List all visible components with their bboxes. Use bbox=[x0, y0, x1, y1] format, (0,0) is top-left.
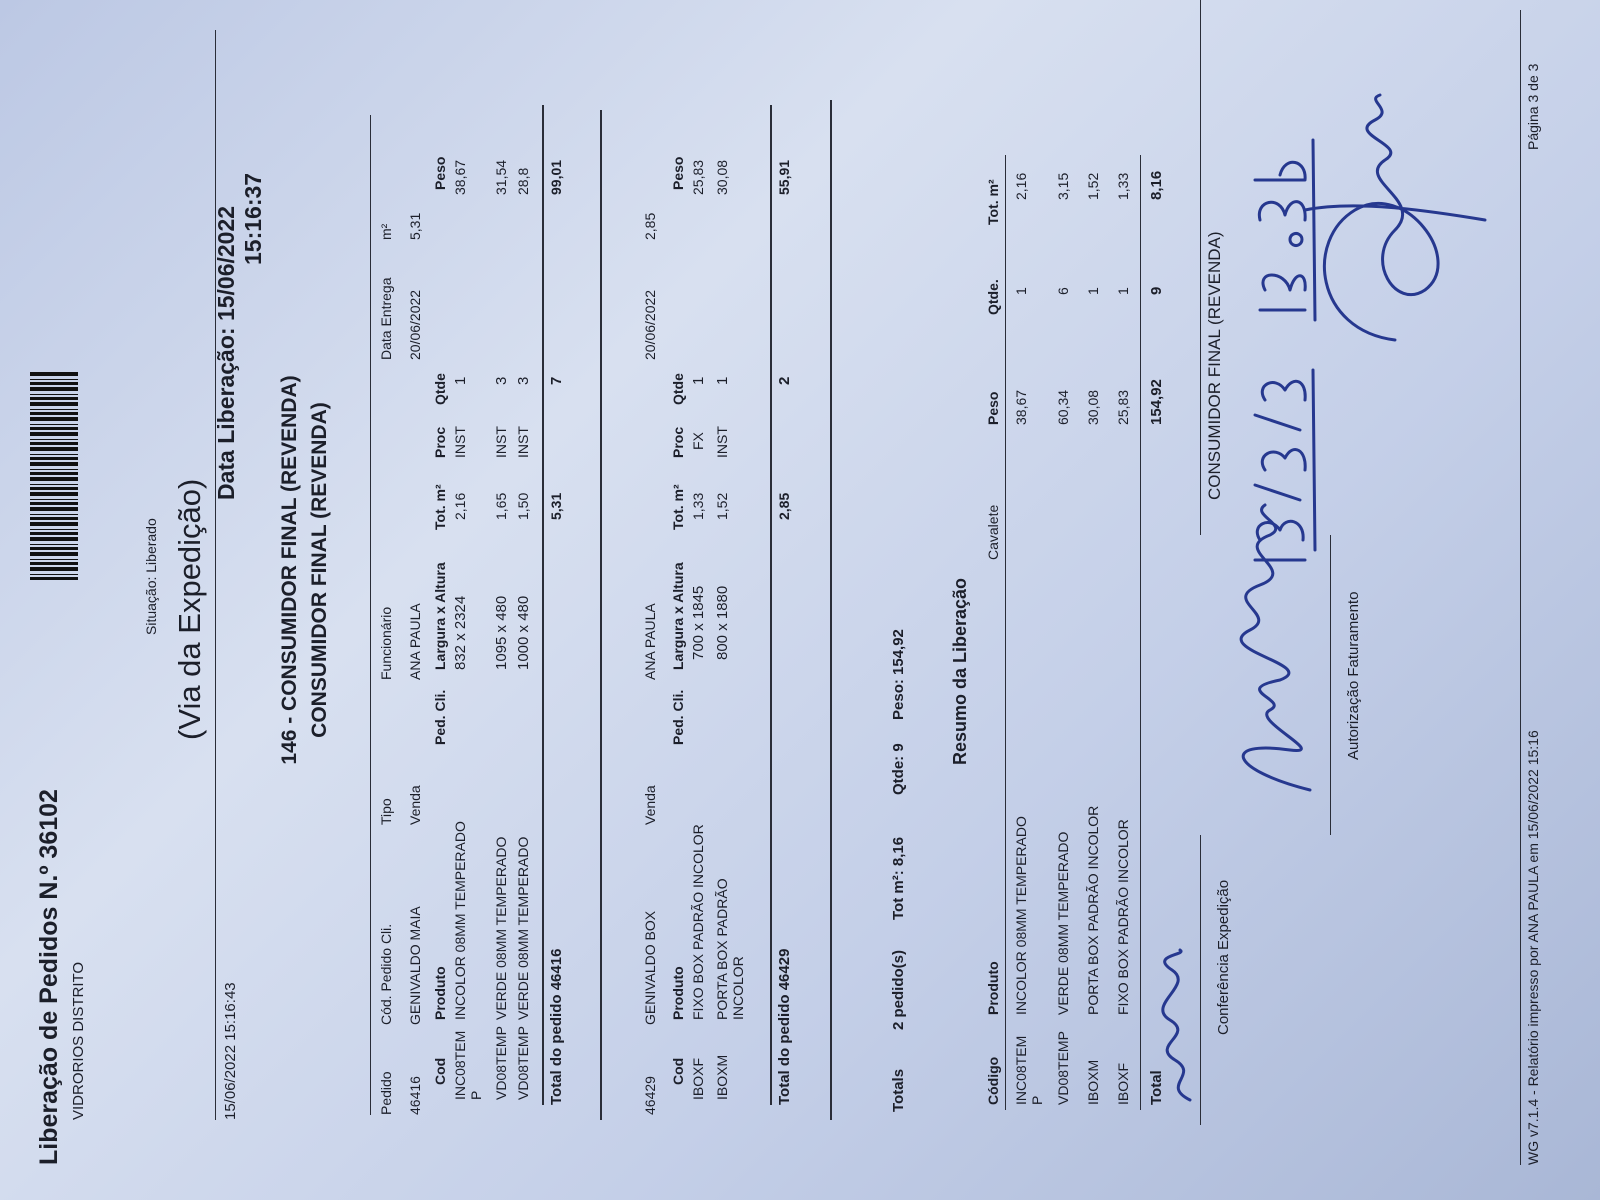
item-qtde: 1 bbox=[690, 376, 707, 385]
summary-peso: 38,67 bbox=[1013, 389, 1029, 425]
summary-tot-m2: 1,52 bbox=[1085, 172, 1101, 200]
item-code: INC08TEM bbox=[452, 1030, 468, 1100]
autorizacao-label: Autorização Faturamento bbox=[1345, 591, 1362, 760]
summary-product: VERDE 08MM TEMPERADO bbox=[1055, 831, 1071, 1015]
totals-label: Totals bbox=[890, 1068, 907, 1112]
order-type: Venda bbox=[407, 785, 423, 825]
item-proc: FX bbox=[690, 432, 706, 450]
order-total-line bbox=[770, 105, 772, 1105]
item-col-ped-cli: Ped. Cli. bbox=[432, 689, 448, 745]
summary-product: INCOLOR 08MM TEMPERADO bbox=[1013, 816, 1029, 1015]
summary-product: PORTA BOX PADRÃO INCOLOR bbox=[1085, 805, 1101, 1015]
col-tipo: Tipo bbox=[378, 798, 394, 825]
order-total-m2: 2,85 bbox=[776, 492, 792, 520]
via-label: (Via da Expedição) bbox=[172, 478, 207, 740]
item-code: VD08TEMP bbox=[493, 1026, 509, 1100]
item-col-tot-m2: Tot. m² bbox=[670, 484, 686, 530]
summary-code: IBOXF bbox=[1115, 1062, 1131, 1105]
summary-total-label: Total bbox=[1148, 1070, 1165, 1105]
totals-m2: Tot m²: 8,16 bbox=[890, 836, 907, 920]
summary-tot-m2: 2,16 bbox=[1013, 172, 1029, 200]
summary-peso: 60,34 bbox=[1055, 389, 1071, 425]
item-code: IBOXM bbox=[714, 1054, 730, 1100]
summary-qtde: 1 bbox=[1013, 287, 1029, 295]
item-product-cont: INCOLOR bbox=[730, 956, 746, 1020]
summary-col-produto: Produto bbox=[985, 961, 1001, 1015]
cliente-line bbox=[1200, 0, 1201, 535]
summary-code: VD08TEMP bbox=[1055, 1031, 1071, 1105]
summary-col-cavalete: Cavalete bbox=[985, 504, 1001, 560]
summary-title: Resumo da Liberação bbox=[950, 577, 970, 765]
item-col-cod: Cod bbox=[670, 1057, 686, 1085]
item-col-qtde: Qtde bbox=[670, 373, 686, 405]
summary-col-tot-m2: Tot. m² bbox=[985, 179, 1001, 225]
item-proc: INST bbox=[714, 426, 730, 458]
item-col-produto: Produto bbox=[432, 966, 448, 1020]
summary-qtde: 1 bbox=[1115, 287, 1131, 295]
order-total-peso: 55,91 bbox=[776, 159, 792, 195]
order-total-qtde: 2 bbox=[776, 376, 793, 385]
summary-product: FIXO BOX PADRÃO INCOLOR bbox=[1115, 819, 1131, 1015]
order-delivery-date: 20/06/2022 bbox=[407, 289, 423, 360]
item-tot-m2: 1,33 bbox=[690, 492, 706, 520]
footer-line bbox=[1520, 10, 1521, 1165]
item-tot-m2: 1,65 bbox=[493, 492, 509, 520]
order-number: 46416 bbox=[407, 1076, 423, 1115]
summary-peso: 30,08 bbox=[1085, 389, 1101, 425]
order-header-top-line bbox=[370, 115, 371, 1115]
item-proc: INST bbox=[452, 426, 468, 458]
order-client-code: GENIVALDO MAIA bbox=[407, 906, 423, 1025]
item-tot-m2: 1,50 bbox=[515, 492, 531, 520]
item-proc: INST bbox=[493, 426, 509, 458]
header-divider bbox=[215, 30, 216, 1120]
client-line-1: 146 - CONSUMIDOR FINAL (REVENDA) bbox=[278, 375, 301, 765]
summary-code: INC08TEM bbox=[1013, 1035, 1029, 1105]
summary-total-tot-m2: 8,16 bbox=[1148, 170, 1165, 200]
order-m2: 2,85 bbox=[642, 212, 658, 240]
item-dims: 1095 x 480 bbox=[493, 595, 510, 670]
item-col-dims: Largura x Altura bbox=[670, 562, 686, 670]
summary-tot-m2: 1,33 bbox=[1115, 172, 1131, 200]
item-product: PORTA BOX PADRÃO bbox=[714, 878, 730, 1020]
item-col-peso: Peso bbox=[670, 156, 686, 190]
col-funcionario: Funcionário bbox=[378, 606, 394, 680]
item-peso: 30,08 bbox=[714, 159, 730, 195]
order-employee: ANA PAULA bbox=[407, 603, 423, 680]
cliente-label: CONSUMIDOR FINAL (REVENDA) bbox=[1205, 231, 1224, 500]
col-pedido: Pedido bbox=[378, 1071, 394, 1115]
document-title: Liberação de Pedidos N.º 36102 bbox=[35, 789, 63, 1165]
item-col-produto: Produto bbox=[670, 966, 686, 1020]
client-signature bbox=[1295, 90, 1495, 350]
printed-timestamp: 15/06/2022 15:16:43 bbox=[222, 982, 239, 1120]
item-dims: 1000 x 480 bbox=[515, 595, 532, 670]
footer-page: Página 3 de 3 bbox=[1525, 63, 1541, 150]
barcode bbox=[30, 370, 78, 580]
order-employee: ANA PAULA bbox=[642, 603, 658, 680]
item-product: VERDE 08MM TEMPERADO bbox=[515, 836, 531, 1020]
order-total-m2: 5,31 bbox=[548, 492, 564, 520]
item-product: FIXO BOX PADRÃO INCOLOR bbox=[690, 824, 706, 1020]
item-product: VERDE 08MM TEMPERADO bbox=[493, 836, 509, 1020]
summary-col-peso: Peso bbox=[985, 391, 1001, 425]
client-line-2: CONSUMIDOR FINAL (REVENDA) bbox=[308, 402, 331, 738]
item-code-cont: P bbox=[468, 1090, 484, 1100]
item-tot-m2: 1,52 bbox=[714, 492, 730, 520]
order-total-line bbox=[542, 105, 544, 1105]
item-dims: 700 x 1845 bbox=[690, 585, 707, 660]
summary-total-qtde: 9 bbox=[1148, 286, 1165, 295]
col-data-entrega: Data Entrega bbox=[378, 277, 394, 360]
summary-peso: 25,83 bbox=[1115, 389, 1131, 425]
col-m2: m² bbox=[378, 223, 394, 240]
totals-peso: Peso: 154,92 bbox=[890, 629, 907, 720]
item-col-ped-cli: Ped. Cli. bbox=[670, 689, 686, 745]
summary-header-line bbox=[1005, 155, 1006, 1110]
totals-qtde: Qtde: 9 bbox=[890, 743, 907, 795]
item-code: VD08TEMP bbox=[515, 1026, 531, 1100]
status-text: Situação: Liberado bbox=[143, 518, 159, 635]
item-peso: 31,54 bbox=[493, 159, 509, 195]
item-peso: 25,83 bbox=[690, 159, 706, 195]
summary-total-line bbox=[1140, 155, 1141, 1110]
item-col-dims: Largura x Altura bbox=[432, 562, 448, 670]
summary-tot-m2: 3,15 bbox=[1055, 172, 1071, 200]
col-cod-pedido-cli: Cód. Pedido Cli. bbox=[378, 923, 394, 1025]
order-total-label: Total do pedido 46416 bbox=[548, 948, 565, 1105]
item-col-proc: Proc bbox=[670, 426, 686, 458]
summary-qtde: 1 bbox=[1085, 287, 1101, 295]
item-tot-m2: 2,16 bbox=[452, 492, 468, 520]
summary-code-cont: P bbox=[1029, 1095, 1045, 1105]
summary-total-peso: 154,92 bbox=[1148, 379, 1165, 425]
order-total-qtde: 7 bbox=[548, 376, 565, 385]
item-qtde: 3 bbox=[515, 376, 532, 385]
item-proc: INST bbox=[515, 426, 531, 458]
company-name: VIDRORIOS DISTRITO bbox=[70, 961, 87, 1120]
item-code: IBOXF bbox=[690, 1057, 706, 1100]
order-separator bbox=[830, 100, 832, 1120]
item-qtde: 1 bbox=[714, 376, 731, 385]
item-col-cod: Cod bbox=[432, 1057, 448, 1085]
order-separator bbox=[600, 110, 602, 1120]
item-peso: 38,67 bbox=[452, 159, 468, 195]
release-time: 15:16:37 bbox=[240, 172, 266, 265]
summary-qtde: 6 bbox=[1055, 287, 1071, 295]
item-product: INCOLOR 08MM TEMPERADO bbox=[452, 821, 468, 1020]
summary-col-codigo: Código bbox=[985, 1056, 1001, 1105]
conferencia-label: Conferência Expedição bbox=[1215, 879, 1232, 1035]
footer-printed-by: WG v7.1.4 - Relatório impresso por ANA PAULA em 15/06/2022 15:16 bbox=[1525, 730, 1541, 1165]
summary-col-qtde: Qtde. bbox=[985, 279, 1001, 315]
order-client-code: GENIVALDO BOX bbox=[642, 910, 658, 1025]
item-col-tot-m2: Tot. m² bbox=[432, 484, 448, 530]
summary-code: IBOXM bbox=[1085, 1059, 1101, 1105]
item-col-qtde: Qtde bbox=[432, 373, 448, 405]
item-dims: 800 x 1880 bbox=[714, 585, 731, 660]
item-peso: 28,8 bbox=[515, 167, 531, 195]
order-type: Venda bbox=[642, 785, 658, 825]
item-qtde: 3 bbox=[493, 376, 510, 385]
order-m2: 5,31 bbox=[407, 212, 423, 240]
item-col-proc: Proc bbox=[432, 426, 448, 458]
item-dims: 832 x 2324 bbox=[452, 595, 469, 670]
order-number: 46429 bbox=[642, 1076, 658, 1115]
item-qtde: 1 bbox=[452, 376, 469, 385]
order-delivery-date: 20/06/2022 bbox=[642, 289, 658, 360]
item-col-peso: Peso bbox=[432, 156, 448, 190]
release-date: Data Liberação: 15/06/2022 bbox=[213, 205, 239, 500]
order-total-label: Total do pedido 46429 bbox=[776, 948, 793, 1105]
order-total-peso: 99,01 bbox=[548, 159, 564, 195]
conferencia-signature bbox=[1150, 945, 1210, 1105]
totals-orders: 2 pedido(s) bbox=[890, 949, 907, 1030]
